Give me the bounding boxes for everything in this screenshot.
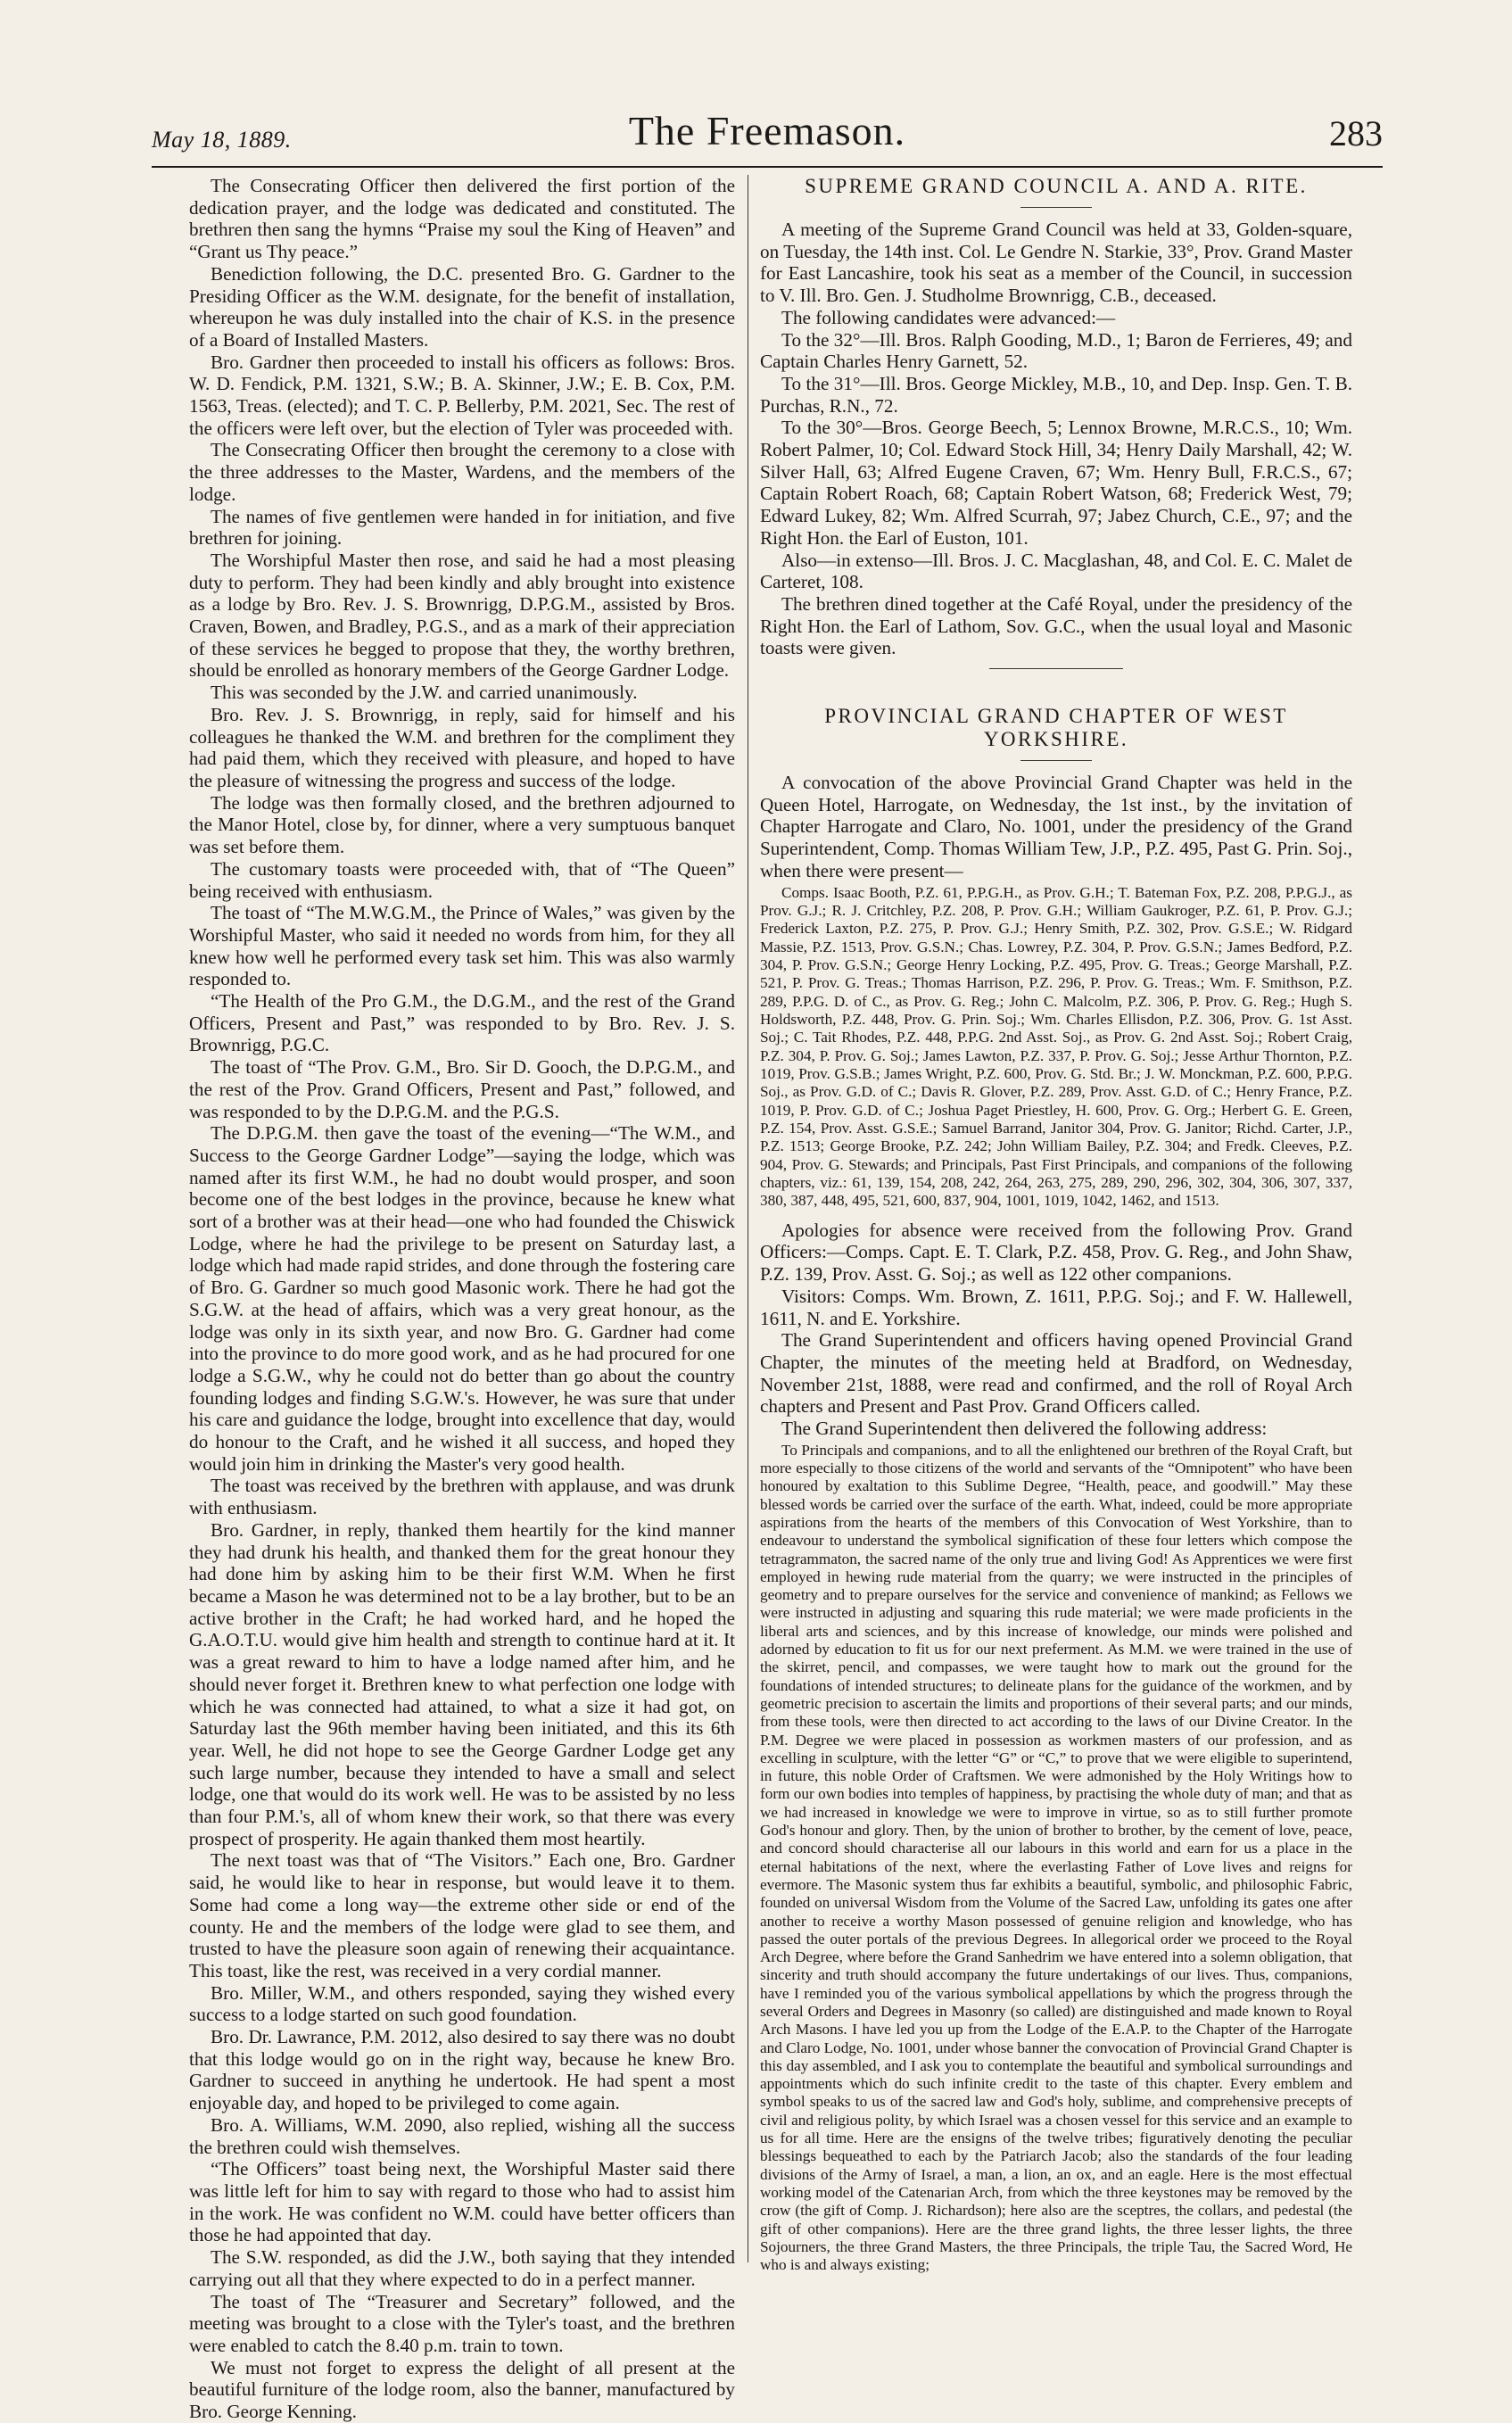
paragraph: The following candidates were advanced:—: [781, 306, 1116, 328]
paragraph: Bro. Gardner, in reply, thanked them heartily for the kind manner they had drunk his health, and thanked them for the great honour they had done him by asking him to be their first W.M. When he first became a Mason he was determined not to be a lay brother, but to be an active brother in the Craft; he had worked hard, and he hoped the G.A.O.T.U. would give him health and strength to continue hard at it. It was a great reward to him to have a lodge named after him, and he should never forget it. Brethren knew to what perfection one lodge with which he was connected had attained, to what a size it had got, on Saturday last the 96th member having been initiated, and this its 6th year. Well, he did not hope to see the George Gardner Lodge get any such large number, because they intended to have a small and select lodge, one that would do its work well. He was to be assisted by no less than four P.M.'s, all of whom knew their work, so that there was every prospect of prosperity. He again thanked them most heartily.: [189, 1518, 735, 1849]
heading-rule: [1020, 207, 1092, 208]
paragraph: The Consecrating Officer then delivered the first portion of the dedication prayer, and the lodge was dedicated and constituted. The brethren then sang the hymns “Praise my soul the King of Heaven” and “Grant us Thy peace.”: [189, 175, 735, 263]
section-divider: [989, 668, 1123, 669]
paragraph: “The Officers” toast being next, the Worshipful Master said there was little left for him to say with regard to those who had to assist him in the work. He was confident no W.M. could have better officers than those he had appointed that day.: [189, 2158, 735, 2246]
paragraph: The Grand Superintendent then delivered the following address:: [781, 1418, 1268, 1440]
heading-rule: [1020, 760, 1092, 761]
paragraph: To the 32°—Ill. Bros. Ralph Gooding, M.D., 1; Baron de Ferrieres, 49; and Captain Charles Henry Garnett, 52.: [760, 328, 1352, 373]
paragraph: The Grand Superintendent and officers having opened Provincial Grand Chapter, the minutes of the meeting held at Bradford, on Wednesday, November 21st, 1888, were read and confirmed, and the roll of Royal Arch chapters and Present and Past Prov. Grand Officers called.: [760, 1329, 1352, 1418]
paragraph: “The Health of the Pro G.M., the D.G.M., and the rest of the Grand Officers, Present and Past,” was responded to by Bro. Rev. J. S. Brownrigg, P.G.C.: [189, 990, 735, 1056]
attendance-list: Comps. Isaac Booth, P.Z. 61, P.P.G.H., as Prov. G.H.; T. Bateman Fox, P.Z. 208, P.P.G.J., as Prov. G.J.; R. J. Critchley, P.Z. 208, P. Prov. G.H.; William Gaukroger, P.Z. 61, P. Prov. G.J.; Frederick Laxton, P.Z. 275, P. Prov. G.J.; Henry Smith, P.Z. 302, Prov. G.S.E.; W. Ridgard Massie, P.Z. 1513, Prov. G.S.N.; Chas. Lowrey, P.Z. 304, P. Prov. G.S.N.; James Bedford, P.Z. 304, P. Prov. G.S.N.; George Henry Locking, P.Z. 495, Prov. G. Treas.; George Marshall, P.Z. 521, P. Prov. G. Treas.; Thomas Harrison, P.Z. 296, P. Prov. G. Treas.; Wm. F. Smithson, P.Z. 289, P.P.G. D. of C., as Prov. G. Reg.; John C. Malcolm, P.Z. 306, P. Prov. G. Reg.; Hugh S. Holdsworth, P.Z. 448, Prov. G. Prin. Soj.; Wm. Charles Ellisdon, P.Z. 306, Prov. G. 1st Asst. Soj.; C. Tait Rhodes, P.Z. 448, P.P.G. 2nd Asst. Soj., as Prov. G. 2nd Asst. Soj.; Robert Craig, P.Z. 304, P. Prov. G. Soj.; James Lawton, P.Z. 337, P. Prov. G. Soj.; Jesse Arthur Thornton, P.Z. 1019, Prov. G.S.B.; James Wright, P.Z. 600, Prov. G. Std. Br.; J. W. Monckman, P.Z. 600, P.P.G. Soj., as Prov. G.D. of C.; Davis R. Glover, P.Z. 289, Prov. Asst. G.D. of C.; Henry France, P.Z. 1019, P. Prov. G.D. of C.; Joshua Paget Priestley, H. 600, Prov. G. Org.; Herbert G. E. Green, P.Z. 154, Prov. Asst. G.S.E.; Samuel Barrand, Janitor 304, Prov. G. Janitor; Richd. Carter, J.P., P.Z. 1513; George Brooke, P.Z. 242; John William Bailey, P.Z. 304; and Fredk. Cleeves, P.Z. 904, Prov. G. Stewards; and Principals, Past First Principals, and companions of the following chapters, viz.: 61, 139, 154, 208, 242, 264, 263, 275, 289, 290, 296, 302, 304, 306, 307, 337, 380, 387, 448, 495, 521, 600, 837, 904, 1001, 1019, 1042, 1462, and 1513.: [760, 883, 1352, 1210]
page-number: 283: [1329, 113, 1383, 153]
paragraph: The customary toasts were proceeded with, that of “The Queen” being received with enthusiasm.: [189, 857, 735, 902]
paragraph: A convocation of the above Provincial Grand Chapter was held in the Queen Hotel, Harrogate, on Wednesday, the 1st inst., by the invitation of Chapter Harrogate and Claro, No. 1001, under the presidency of the Grand Superintendent, Comp. Thomas William Tew, J.P., P.Z. 495, Past G. Prin. Soj., when there were present—: [760, 772, 1352, 881]
paragraph: Benediction following, the D.C. presented Bro. G. Gardner to the Presiding Officer as the W.M. designate, for the benefit of installation, whereupon he was duly installed into the chair of K.S. in the presence of a Board of Installed Masters.: [189, 262, 735, 351]
issue-date: May 18, 1889.: [152, 127, 292, 153]
section-heading: PROVINCIAL GRAND CHAPTER OF WEST YORKSHIRE.: [824, 705, 1288, 751]
paragraph: The toast of “The M.W.G.M., the Prince of Wales,” was given by the Worshipful Master, who said it needed no words from him, for they all knew how well he performed every task set him. This was also warmly responded to.: [189, 902, 735, 990]
paragraph: The lodge was then formally closed, and the brethren adjourned to the Manor Hotel, close by, for dinner, where a very sumptuous banquet was set before them.: [189, 791, 735, 858]
paragraph: The D.P.G.M. then gave the toast of the evening—“The W.M., and Success to the George Gardner Lodge”—saying the lodge, which was named after its first W.M., he had no doubt would prosper, and soon become one of the best lodges in the province, because he knew what sort of a brother was at their head—one who had founded the Chiswick Lodge, where he had the privilege to be present on Saturday last, a lodge which had made rapid strides, and done through the fostering care of Bro. G. Gardner so much good Masonic work. There he had got the S.G.W. at the head of affairs, which was a very great honour, as the lodge was only in its sixth year, and now Bro. G. Gardner had come into the province to do more good work, and as he had procured for one lodge a S.G.W., why he could not do better than go about the country founding lodges and finding S.G.W.'s. However, he was sure that under his care and guidance the lodge, brought into excellence that day, would do honour to the Craft, and he wished it all success, and hoped they would join him in drinking the Master's very good health.: [189, 1122, 735, 1475]
paragraph: The Worshipful Master then rose, and said he had a most pleasing duty to perform. They had been kindly and ably brought into existence as a lodge by Bro. Rev. J. S. Brownrigg, D.P.G.M., assisted by Bros. Craven, Bowen, and Bradley, P.G.S., and as a mark of their appreciation of these services he begged to propose that they, the worthy brethren, should be enrolled as honorary members of the George Gardner Lodge.: [189, 549, 735, 682]
paragraph: Bro. Miller, W.M., and others responded, saying they wished every success to a lodge started on such good foundation.: [189, 1981, 735, 2026]
paragraph: Also—in extenso—Ill. Bros. J. C. Macglashan, 48, and Col. E. C. Malet de Carteret, 108.: [760, 549, 1352, 593]
paragraph: This was seconded by the J.W. and carried unanimously.: [211, 682, 638, 704]
paragraph: The toast was received by the brethren with applause, and was drunk with enthusiasm.: [189, 1475, 735, 1519]
right-column: [760, 175, 1352, 2276]
paragraph: Bro. Rev. J. S. Brownrigg, in reply, said for himself and his colleagues he thanked the W.M. and brethren for the compliment they had paid them, which they received with pleasure, and hoped to have the pleasure of witnessing the progress and success of the lodge.: [189, 703, 735, 791]
paragraph: Bro. Gardner then proceeded to install his officers as follows: Bros. W. D. Fendick, P.M. 1321, S.W.; B. A. Skinner, J.W.; E. B. Cox, P.M. 1563, Treas. (elected); and T. C. P. Bellerby, P.M. 2021, Sec. The rest of the officers were left over, but the election of Tyler was proceeded with.: [189, 351, 735, 439]
paragraph: A meeting of the Supreme Grand Council was held at 33, Golden-square, on Tuesday, the 14th inst. Col. Le Gendre N. Starkie, 33°, Prov. Grand Master for East Lancashire, took his seat as a member of the Council, in succession to V. Ill. Bro. Gen. J. Studholme Brownrigg, C.B., deceased.: [760, 219, 1352, 307]
paragraph: Bro. Dr. Lawrance, P.M. 2012, also desired to say there was no doubt that this lodge would go on in the right way, because he knew Bro. Gardner to succeed in anything he undertook. He had spent a most enjoyable day, and hoped to be privileged to come again.: [189, 2026, 735, 2114]
paragraph: Apologies for absence were received from the following Prov. Grand Officers:—Comps. Capt. E. T. Clark, P.Z. 458, Prov. G. Reg., and John Shaw, P.Z. 139, Prov. Asst. G. Soj.; as well as 122 other companions.: [760, 1219, 1352, 1286]
paragraph: The brethren dined together at the Café Royal, under the presidency of the Right Hon. the Earl of Lathom, Sov. G.C., when the usual loyal and Masonic toasts were given.: [760, 592, 1352, 659]
paragraph: The next toast was that of “The Visitors.” Each one, Bro. Gardner said, he would like to hear in response, but would leave it to them. Some had come a long way—the extreme other side or end of the county. He and the members of the lodge were glad to see them, and trusted to have the pleasure soon again of renewing their acquaintance. This toast, like the rest, was received in a very cordial manner.: [189, 1849, 735, 1981]
paragraph: The toast of “The Prov. G.M., Bro. Sir D. Gooch, the D.P.G.M., and the rest of the Prov. Grand Officers, Present and Past,” followed, and was responded to by the D.P.G.M. and the P.G.S.: [189, 1056, 735, 1122]
paragraph: Bro. A. Williams, W.M. 2090, also replied, wishing all the success the brethren could wish themselves.: [189, 2113, 735, 2158]
paragraph: The names of five gentlemen were handed in for initiation, and five brethren for joining.: [189, 505, 735, 550]
left-column: [189, 175, 735, 2423]
paragraph: Visitors: Comps. Wm. Brown, Z. 1611, P.P.G. Soj.; and F. W. Hallewell, 1611, N. and E. Yorkshire.: [760, 1285, 1352, 1329]
header-rule: [152, 166, 1383, 168]
paragraph: We must not forget to express the delight of all present at the beautiful furniture of the lodge room, also the banner, manufactured by Bro. George Kenning.: [189, 2356, 735, 2423]
paragraph: The S.W. responded, as did the J.W., both saying that they intended carrying out all that they where expected to do in a perfect manner.: [189, 2246, 735, 2290]
address-text: To Principals and companions, and to all the enlightened our brethren of the Royal Craft, but more especially to those citizens of the world and servants of the “Omnipotent” who have been honoured by exaltation to this Sublime Degree, “Health, peace, and goodwill.” May these blessed words be carried over the surface of the earth. What, indeed, could be more appropriate aspirations from the hearts of the members of this Convocation of West Yorkshire, than to endeavour to understand the symbolical signification of these four letters which compose the tetragrammaton, the sacred name of the only true and living God! As Apprentices we were first employed in hewing rude material from the quarry; we were instructed in the principles of geometry and to prepare ourselves for the service and convenience of mankind; as Fellows we were instructed in adjusting and squaring this rude material; we were made proficients in the liberal arts and sciences, and by this increase of knowledge, our minds were polished and adorned by education to fit us for our next preferment. As M.M. we were trained in the use of the skirret, pencil, and compasses, we were taught how to mark out the ground for the foundations of intended structures; to delineate plans for the guidance of the workmen, and by geometric precision to ascertain the limits and proportions of their several parts; and our minds, from these tools, were then directed to act according to the laws of our Divine Creator. In the P.M. Degree we were placed in possession as workmen masters of our profession, and as excelling in sculpture, with the letter “G” or “C,” to prove that we were eligible to superintend, in future, this noble Order of Craftsmen. We were admonished by the Holy Writings how to form our own bodies into temples of happiness, by practising the whole duty of man; and that as we had increased in knowledge we were to improve in virtue, so as to still further promote God's honour and glory. Then, by the union of brother to brother, by the cement of love, peace, and concord should characterise all our labours in this world and earn for us a place in the eternal habitations of the next, where the everlasting Father of Love lives and reigns for evermore. The Masonic system thus far exhibits a beautiful, symbolic, and philosophic Fabric, founded on universal Wisdom from the Volume of the Sacred Law, unfolding its gates one after another to receive a worthy Mason possessed of genuine religion and knowledge, who has passed the outer portals of the previous Degrees. In allegorical order we proceed to the Royal Arch Degree, where before the Grand Sanhedrim we have entered into a solemn obligation, that sincerity and truth should accompany the future undertakings of our lives. Thus, companions, have I reminded you of the various symbolical appellations by which the progress through the several Orders and Degrees in Masonry (so called) are distinguished and made known to Royal Arch Masons. I have led you up from the Lodge of the E.A.P. to the Chapter of the Harrogate and Claro Lodge, No. 1001, under whose banner the convocation of Provincial Grand Chapter is this day assembled, and I ask you to contemplate the beautiful and symbolical surroundings and appointments which do such infinite credit to the taste of this chapter. Every emblem and symbol speaks to us of the sacred law and God's holy, sublime, and comprehensive precepts of civil and religious polity, by which Israel was a chosen vessel for this service and an example to us for all time. Here are the ensigns of the twelve tribes; figuratively denoting the peculiar blessings bequeathed to each by the Patriarch Jacob; also the standards of the four leading divisions of the Army of Israel, a man, a lion, an ox, and an eagle. Here is the most effectual working model of the Catenarian Arch, from which the three keystones may be removed by the crow (the gift of Comp. J. Richardson); here also are the sceptres, the collars, and pedestal (the gift of other companions). Here are the three grand lights, the three lesser lights, the three Sojourners, the three Grand Masters, the three Principals, the triple Tau, the Sacred Word, He who is and always existing;: [760, 1441, 1352, 2274]
paragraph: To the 31°—Ill. Bros. George Mickley, M.B., 10, and Dep. Insp. Gen. T. B. Purchas, R.N., 72.: [760, 372, 1352, 417]
paragraph: To the 30°—Bros. George Beech, 5; Lennox Browne, M.R.C.S., 10; Wm. Robert Palmer, 10; Col. Edward Stock Hill, 34; Henry Daily Marshall, 42; W. Silver Hall, 63; Alfred Eugene Craven, 67; Wm. Henry Bull, F.R.C.S., 67; Captain Robert Roach, 68; Captain Robert Watson, 68; Frederick West, 79; Edward Lukey, 82; Wm. Alfred Scurrah, 97; Jabez Church, C.E., 97; and the Right Hon. the Earl of Euston, 101.: [760, 417, 1352, 549]
section-heading: SUPREME GRAND COUNCIL A. AND A. RITE.: [805, 175, 1308, 197]
paragraph: The toast of The “Treasurer and Secretary” followed, and the meeting was brought to a close with the Tyler's toast, and the brethren were enabled to catch the 8.40 p.m. train to town.: [189, 2290, 735, 2356]
newspaper-title: The Freemason.: [628, 108, 906, 153]
paragraph: The Consecrating Officer then brought the ceremony to a close with the three addresses to the Master, Wardens, and the members of the lodge.: [189, 439, 735, 505]
masthead: [152, 107, 1383, 161]
